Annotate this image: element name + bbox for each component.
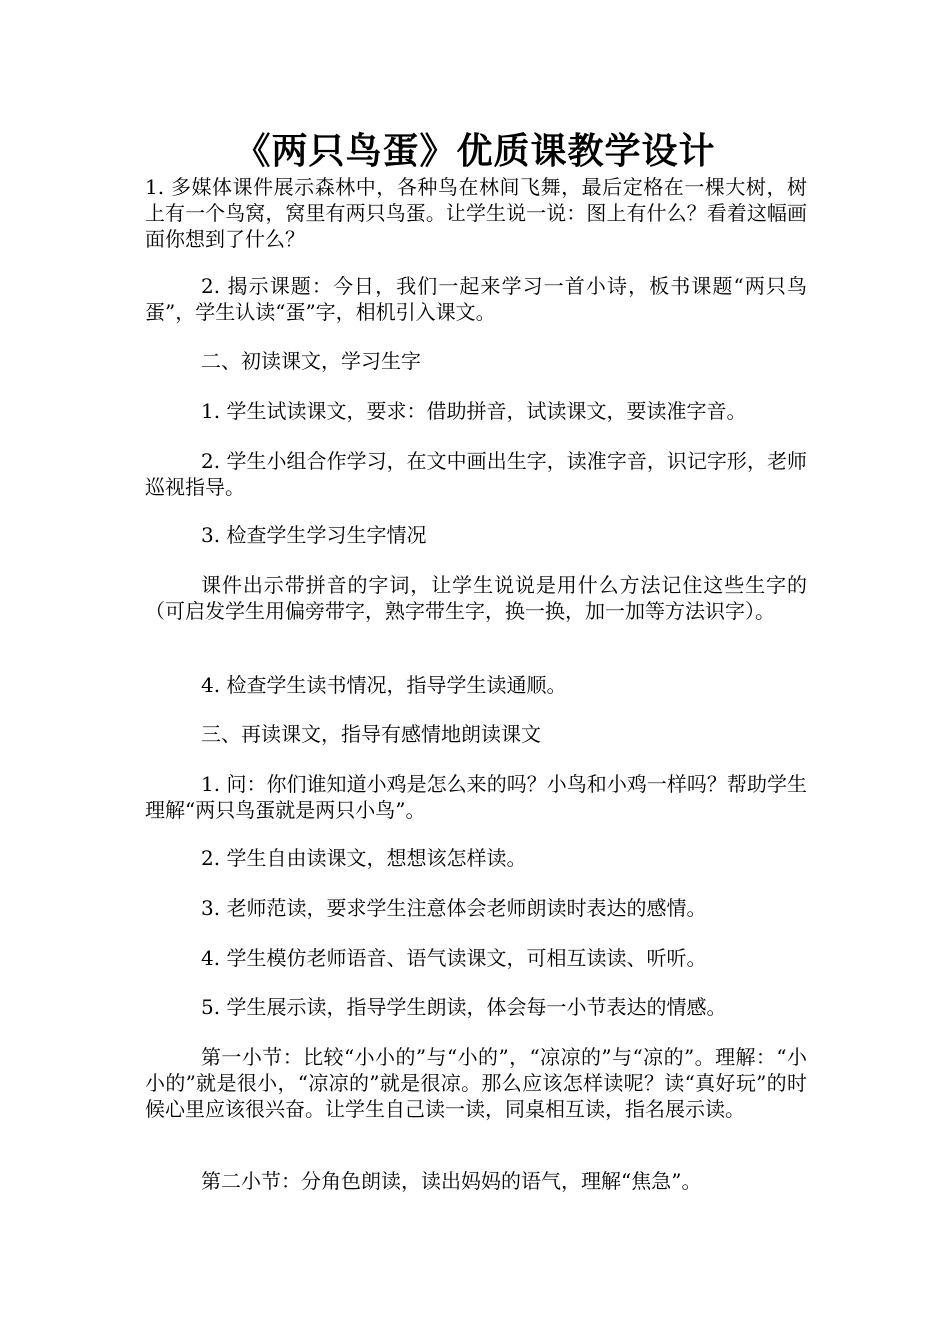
paragraph-11: 4. 学生模仿老师语音、语气读课文，可相互读读、听听。 [201, 946, 707, 970]
paragraph-7: 4. 检查学生读书情况，指导学生读通顺。 [201, 673, 567, 697]
paragraph-5: 3. 检查学生学习生字情况 [201, 523, 427, 547]
section-heading-2: 二、初读课文，学习生字 [201, 349, 421, 373]
paragraph-2: 2. 揭示课题：今日，我们一起来学习一首小诗，板书课题“两只鸟蛋”，学生认读“蛋”字，相机引入课文。 [145, 274, 807, 324]
document-title: 《两只鸟蛋》优质课教学设计 [234, 131, 716, 172]
paragraph-8: 1. 问：你们谁知道小鸡是怎么来的吗？小鸟和小鸡一样吗？帮助学生理解“两只鸟蛋就是两只小鸟”。 [145, 772, 807, 822]
paragraph-3: 1. 学生试读课文，要求：借助拼音，试读课文，要读准字音。 [201, 399, 747, 423]
section-heading-3: 三、再读课文，指导有感情地朗读课文 [201, 722, 541, 746]
paragraph-9: 2. 学生自由读课文，想想该怎样读。 [201, 846, 527, 870]
paragraph-14: 第二小节：分角色朗读，读出妈妈的语气，理解“焦急”。 [201, 1169, 702, 1193]
paragraph-6: 课件出示带拼音的字词，让学生说说是用什么方法记住这些生字的（可启发学生用偏旁带字，熟字带生字，换一换，加一加等方法识字）。 [145, 573, 807, 623]
paragraph-10: 3. 老师范读，要求学生注意体会老师朗读时表达的感情。 [201, 896, 707, 920]
paragraph-12: 5. 学生展示读，指导学生朗读，体会每一小节表达的情感。 [201, 995, 727, 1019]
paragraph-13: 第一小节：比较“小小的”与“小的”，“凉凉的”与“凉的”。理解：“小小的”就是很小，“凉凉的”就是很凉。那么应该怎样读呢？读“真好玩”的时候心里应该很兴奋。让学生自己读一读，同桌相互读，指名展示读。 [145, 1045, 807, 1121]
paragraph-1: 1. 多媒体课件展示森林中，各种鸟在林间飞舞，最后定格在一棵大树，树上有一个鸟窝，窝里有两只鸟蛋。让学生说一说：图上有什么？看着这幅画面你想到了什么？ [145, 175, 807, 251]
paragraph-4: 2. 学生小组合作学习，在文中画出生字，读准字音，识记字形，老师巡视指导。 [145, 449, 807, 499]
